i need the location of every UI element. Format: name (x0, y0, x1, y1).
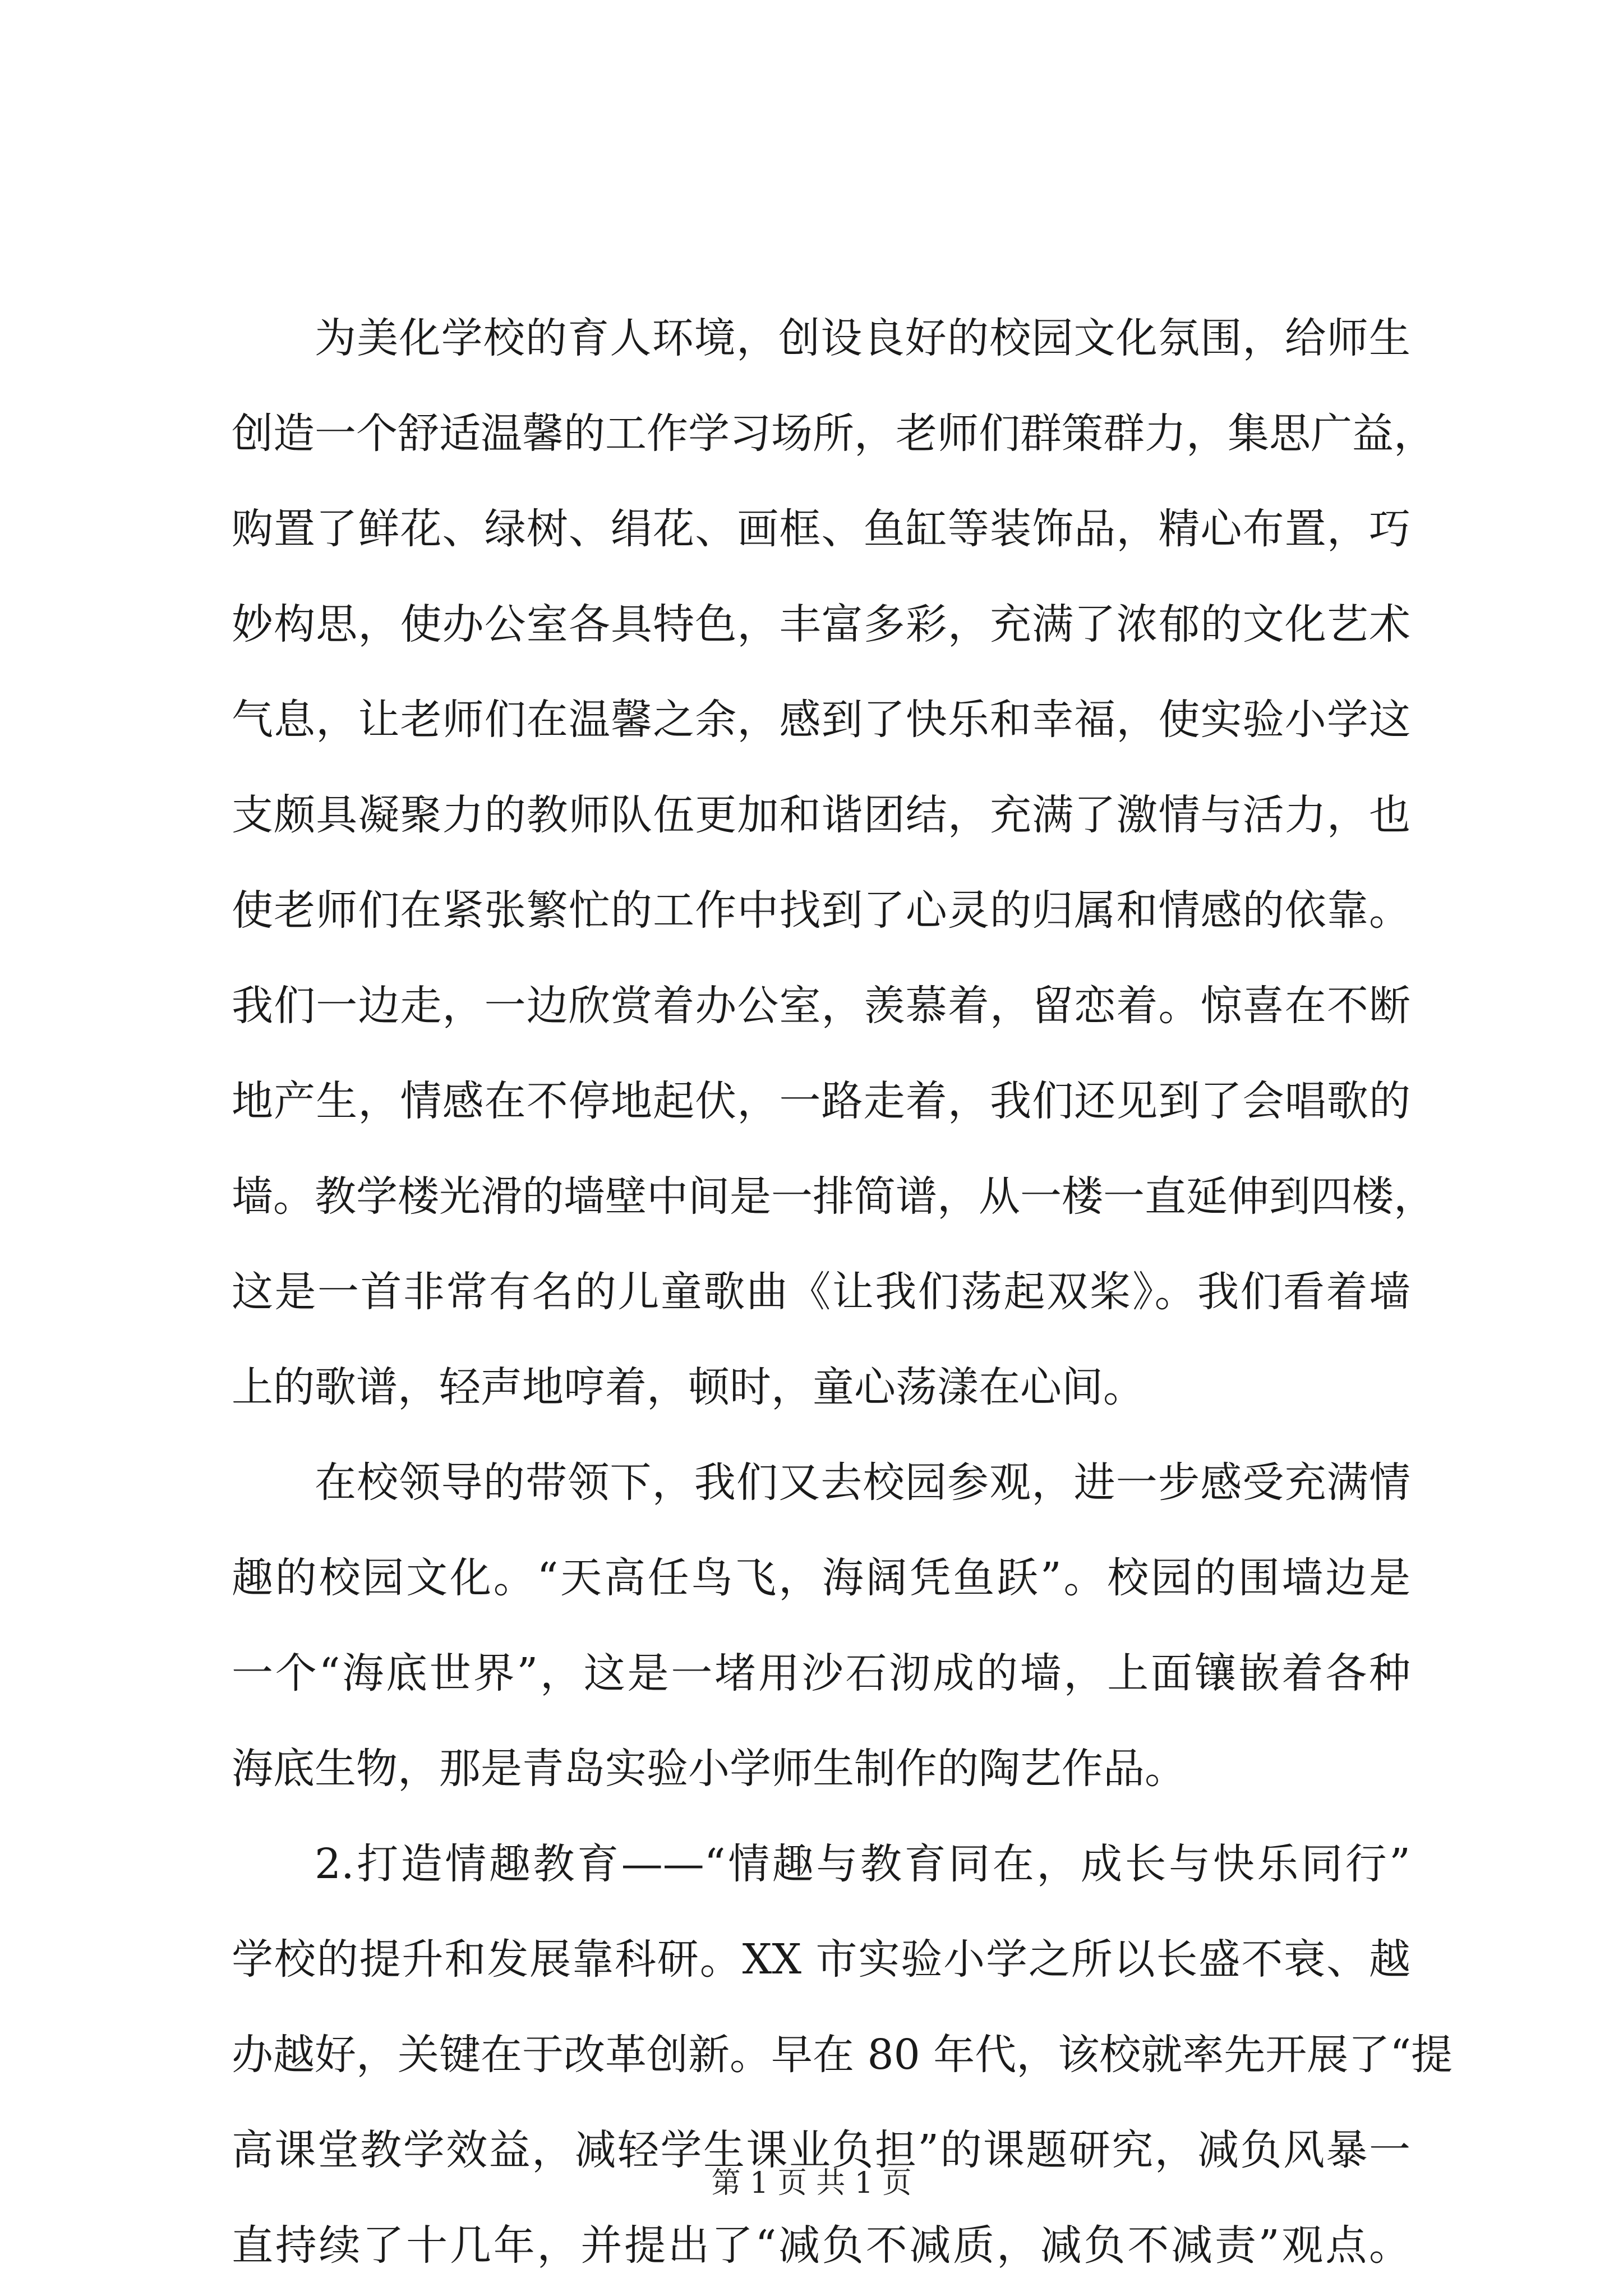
paragraph-line: 支颇具凝聚力的教师队伍更加和谐团结，充满了激情与活力，也 (232, 791, 1410, 839)
paragraph-line: 气息，让老师们在温馨之余，感到了快乐和幸福，使实验小学这 (232, 696, 1410, 744)
paragraph-line: 在校领导的带领下，我们又去校园参观，进一步感受充满情 (315, 1458, 1410, 1507)
paragraph-line: 高课堂教学效益，减轻学生课业负担”的课题研究，减负风暴一 (232, 2126, 1410, 2174)
paragraph-line: 直持续了十几年，并提出了“减负不减质，减负不减责”观点。 (232, 2221, 1410, 2270)
paragraph-line: 创造一个舒适温馨的工作学习场所，老师们群策群力，集思广益， (232, 409, 1435, 458)
paragraph-line: 海底生物，那是青岛实验小学师生制作的陶艺作品。 (232, 1745, 1186, 1793)
paragraph-line: 上的歌谱，轻声地哼着，顿时，童心荡漾在心间。 (232, 1363, 1145, 1411)
paragraph-line: 这是一首非常有名的儿童歌曲《让我们荡起双桨》。我们看着墙 (232, 1268, 1410, 1316)
paragraph-line: 使老师们在紧张繁忙的工作中找到了心灵的归属和情感的依靠。 (232, 886, 1410, 935)
paragraph-line: 一个“海底世界”，这是一堵用沙石沏成的墙，上面镶嵌着各种 (232, 1649, 1410, 1697)
paragraph-line: 为美化学校的育人环境，创设良好的校园文化氛围，给师生 (315, 314, 1410, 362)
paragraph-line: 购置了鲜花、绿树、绢花、画框、鱼缸等装饰品，精心布置，巧 (232, 505, 1410, 553)
paragraph-line: 地产生，情感在不停地起伏，一路走着，我们还见到了会唱歌的 (232, 1077, 1410, 1125)
paragraph-line: 趣的校园文化。“天高任鸟飞，海阔凭鱼跃”。校园的围墙边是 (232, 1554, 1410, 1602)
page-number-footer: 第 1 页 共 1 页 (711, 2166, 912, 2200)
paragraph-line: 学校的提升和发展靠科研。XX 市实验小学之所以长盛不衰、越 (232, 1935, 1410, 1984)
section-heading: 2.打造情趣教育——“情趣与教育同在，成长与快乐同行” (315, 1840, 1410, 1888)
document-body (232, 291, 1453, 2293)
paragraph-line: 我们一边走，一边欣赏着办公室，羡慕着，留恋着。惊喜在不断 (232, 982, 1410, 1030)
paragraph-line: 办越好，关键在于改革创新。早在 80 年代，该校就率先开展了“提 (232, 2031, 1453, 2079)
paragraph-line: 妙构思，使办公室各具特色，丰富多彩，充满了浓郁的文化艺术 (232, 600, 1410, 648)
paragraph-line: 墙。教学楼光滑的墙壁中间是一排简谱，从一楼一直延伸到四楼， (232, 1172, 1435, 1221)
